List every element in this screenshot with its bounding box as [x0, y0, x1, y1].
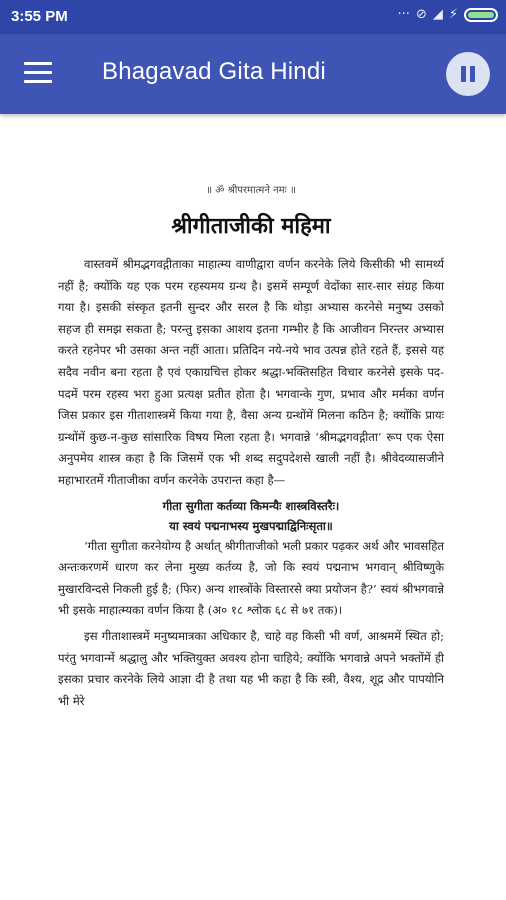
page-heading: श्रीगीताजीकी महिमा: [171, 213, 331, 239]
paragraph: ‘गीता सुगीता करनेयोग्य है अर्थात् श्रीगीताजीको भली प्रकार पढ़कर अर्थ और भावसहित अन्तःकरणमें धारण कर लेना मुख्य कर्तव्य है, जो कि स्वयं पद्मनाभ भगवान् श्रीविष्णुके मुखारविन्दसे निकली हुई है; (फिर) अन्य शास्त्रोंके विस्तारसे क्या प्रयोजन है?’ स्वयं श्रीभगवान्ने भी इसके माहात्म्यका वर्णन किया है (अ० १८ श्लोक ६८ से ७१ तक)।: [58, 538, 444, 618]
invocation-line: ॥ ॐ श्रीपरमात्मने नमः ॥: [206, 185, 296, 196]
page-content: [58, 160, 444, 716]
status-bar: [0, 0, 506, 34]
no-sim-icon: ⊘: [415, 7, 427, 22]
signal-icon: ◢: [432, 7, 443, 22]
app-title: Bhagavad Gita Hindi: [102, 58, 326, 85]
app-bar: [0, 34, 506, 114]
paragraph: इस गीताशास्त्रमें मनुष्यमात्रका अधिकार है, चाहे वह किसी भी वर्ण, आश्रममें स्थित हो; परंतु भगवान्में श्रद्धालु और भक्तियुक्त अवश्य होना चाहिये; क्योंकि भगवान्ने अपने भक्तोंमें ही इसका प्रचार करनेके लिये आज्ञा दी है तथा यह भी कहा है कि स्त्री, वैश्य, शूद्र और पापयोनि भी मेरे: [58, 628, 444, 708]
verse-line: या स्वयं पद्मनाभस्य मुखपद्माद्विनिःसृता॥: [169, 518, 333, 533]
status-time: 3:55 PM: [11, 8, 68, 25]
battery-icon: [464, 8, 498, 22]
menu-icon[interactable]: [24, 62, 52, 84]
pause-button[interactable]: [446, 52, 490, 96]
more-icon: ···: [397, 7, 410, 22]
status-icons: [398, 7, 498, 22]
charging-icon: ⚡: [448, 7, 458, 22]
paragraph: वास्तवमें श्रीमद्भगवद्गीताका माहात्म्य वाणीद्वारा वर्णन करनेके लिये किसीकी भी सामर्थ्य नहीं है; क्योंकि यह एक परम रहस्यमय ग्रन्थ है। इसमें सम्पूर्ण वेदोंका सार-सार संग्रह किया गया है। इसकी संस्कृत इतनी सुन्दर और सरल है कि थोड़ा अभ्यास करनेसे मनुष्य उसको सहज ही समझ सकता है; परन्तु इसका आशय इतना गम्भीर है कि आजीवन निरन्तर अभ्यास करते रहनेपर भी उसका अन्त नहीं आता। प्रतिदिन नये-नये भाव उत्पन्न होते रहते हैं, इससे यह सदैव नवीन बना रहता है एवं एकाग्रचित्त होकर श्रद्धा-भक्तिसहित विचार करनेसे इसके पद-पदमें परम रहस्य भरा हुआ प्रत्यक्ष प्रतीत होता है। भगवान्के गुण, प्रभाव और मर्मका वर्णन जिस प्रकार इस गीताशास्त्रमें किया गया है, वैसा अन्य ग्रन्थोंमें मिलना कठिन है; क्योंकि प्रायः ग्रन्थोंमें कुछ-न-कुछ सांसारिक विषय मिला रहता है। भगवान्ने ‘श्रीमद्भगवद्गीता’ रूप एक ऐसा अनुपमेय शास्त्र कहा है कि जिसमें एक भी शब्द सदुपदेशसे खाली नहीं है। श्रीवेदव्यासजीने महाभारतमें गीताजीका वर्णन करनेके उपरान्त कहा है—: [58, 257, 444, 487]
verse-line: गीता सुगीता कर्तव्या किमन्यैः शास्त्रविस्तरैः।: [162, 498, 340, 513]
pause-icon: [461, 66, 466, 82]
